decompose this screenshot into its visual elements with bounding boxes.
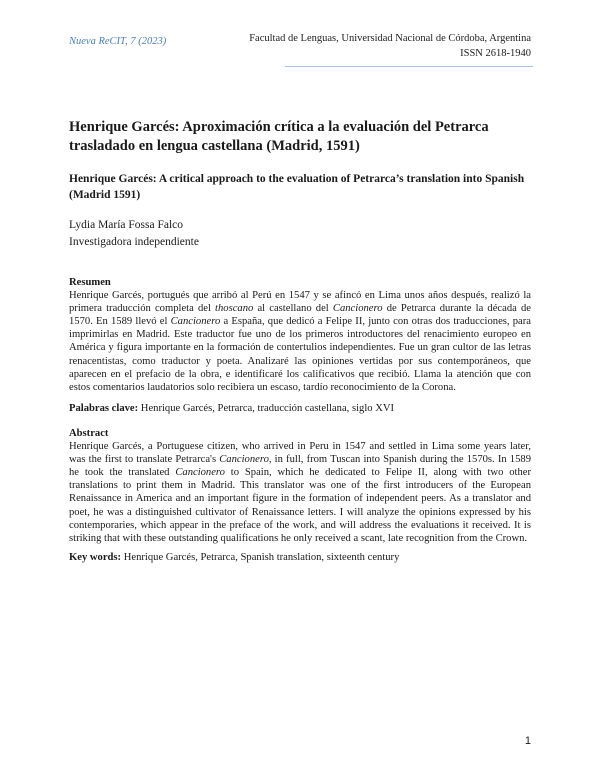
institution-name: Facultad de Lenguas, Universidad Nacional de Córdoba, Argentina xyxy=(249,33,531,44)
resumen-text: Henrique Garcés, portugués que arribó al Perú en 1547 y se afincó en Lima unos años después, realizó la primera traducción completa del thoscano al castellano del Cancionero de Petrarca durante la década de 1570. En 1589 llevó el Cancionero a España, que dedicó a Felipe II, junto con otras dos traducciones, para imprimirlas en Madrid. Este traductor fue uno de los primeros introductores del renacimiento europeo en América y figura importante en la formación de contertulios independientes. Fue un gran cultor de las letras renacentistas, como traductor y poeta. Analizaré las opiniones vertidas por sus contemporáneos, que aparecen en el prefacio de la obra, e identificaré los calificativos que recibió. Llama la atención que con estos comentarios laudatorios solo recibiera un escaso, tardío reconocimiento de la Corona. xyxy=(69,290,531,393)
abstract-section xyxy=(69,427,531,545)
abstract-heading: Abstract xyxy=(69,428,109,439)
journal-citation: Nueva ReCIT, 7 (2023) xyxy=(69,36,167,47)
palabras-clave xyxy=(69,402,531,415)
resumen-section xyxy=(69,276,531,394)
resumen-heading: Resumen xyxy=(69,277,111,288)
article-title-spanish: Henrique Garcés: Aproximación crítica a la evaluación del Petrarca trasladado en lengua castellana (Madrid, 1591) xyxy=(69,119,489,154)
key-words xyxy=(69,551,531,564)
issn: ISSN 2618-1940 xyxy=(460,48,531,59)
author-affiliation: Investigadora independiente xyxy=(69,236,199,248)
key-words-value: Henrique Garcés, Petrarca, Spanish translation, sixteenth century xyxy=(121,552,400,563)
header-institution-block xyxy=(231,31,531,61)
article-title-english: Henrique Garcés: A critical approach to the evaluation of Petrarca’s translation into Spanish (Madrid 1591) xyxy=(69,173,525,201)
page-number: 1 xyxy=(524,735,531,747)
header-divider xyxy=(285,66,533,67)
palabras-clave-value: Henrique Garcés, Petrarca, traducción castellana, siglo XVI xyxy=(138,403,395,414)
author-name: Lydia María Fossa Falco xyxy=(69,219,184,231)
key-words-label: Key words: xyxy=(69,552,122,563)
palabras-clave-label: Palabras clave: xyxy=(69,403,139,414)
abstract-text: Henrique Garcés, a Portuguese citizen, who arrived in Peru in 1547 and settled in Lima some years later, was the first to translate Petrarca's Cancionero, in full, from Tuscan into Spanish during the 1570s. In 1589 he took the translated Cancionero to Spain, which he dedicated to Felipe II, along with two other translations to print them in Madrid. This translator was one of the first introducers of the European Renaissance in America and an important figure in the formation of independent peers. As a translator and poet, he was a distinguished cultivator of Renaissance letters. I will analyze the opinions expressed by his contemporaries, which appear in the preface of the work, and will address the evaluations it received. It is striking that with these outstanding qualifications he only received a scant, late recognition from the Crown. xyxy=(69,441,531,544)
author-block xyxy=(69,217,199,251)
